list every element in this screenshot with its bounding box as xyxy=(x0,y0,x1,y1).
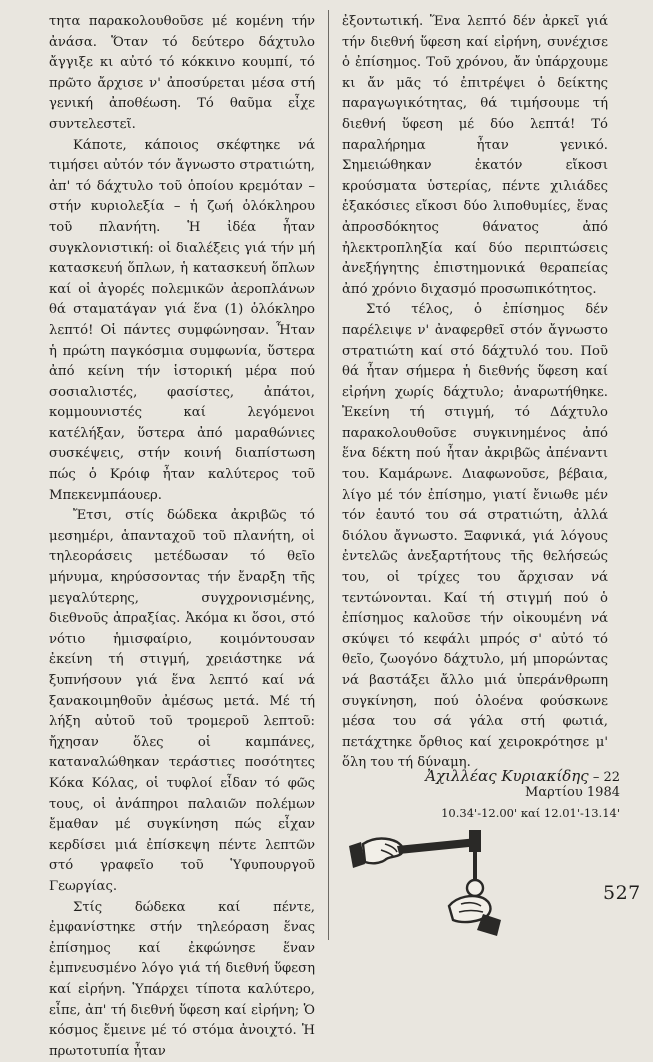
paragraph: Ἔτσι, στίς δώδεκα ἀκριβῶς τό μεσημέρι, ἁπανταχοῦ τοῦ πλανήτη, οἱ τηλεοράσεις μετέδωσαν τό θεῖο μήνυμα, κηρύσσοντας τήν ἔναρξη τῆς μεγαλύτερης, συγχρονισμένης, διεθνοῦς ἀπραξίας. Ἀκόμα κι ὅσοι, στό νότιο ἡμισφαίριο, κοιμόντουσαν ἐκείνη τή στιγμή, χρειάστηκε νά ξυπνήσουν γιά ἕνα λεπτό καί νά ξανακοιμηθοῦν ἀμέσως μετά. Μέ τή λήξη αὐτοῦ τοῦ τρομεροῦ λεπτοῦ: ἤχησαν ὅλες οἱ καμπάνες, καταναλώθηκαν τεράστιες ποσότητες Κόκα Κόλας, οἱ τυφλοί εἶδαν τό φῶς τους, οἱ ἀνάπηροι παλαιῶν πολέμων ἔμαθαν μέ συγκίνηση πώς εἶχαν κερδίσει μιά ἐπίσκεψη πέντε λεπτῶν στό γραφεῖο τοῦ Ὑφυπουργοῦ Γεωργίας. xyxy=(49,508,315,894)
page-number: 527 xyxy=(603,882,641,904)
hand-pull-lever-icon xyxy=(345,820,525,940)
signature-block xyxy=(372,767,620,820)
left-column xyxy=(49,12,315,1062)
right-column xyxy=(342,12,608,774)
signature-times: 10.34'-12.00' καί 12.01'-13.14' xyxy=(441,806,620,820)
paragraph: ἐξοντωτική. Ἕνα λεπτό δέν ἀρκεῖ γιά τήν διεθνή ὕφεση καί εἰρήνη, συνέχισε ὁ ἐπίσημος. Τοῦ χρόνου, ἄν ὑπάρχουμε κι ἄν μᾶς τό ἐπιτρέψει ὁ δείκτης παραγωγικότητας, θά τιμήσουμε τή διεθνή ὕφεση μέ δύο λεπτά! Τό παραλήρημα ἦταν γενικό. Σημειώθηκαν ἑκατόν εἴκοσι κρούσματα ὑστερίας, πέντε χιλιάδες ἑξακόσιες εἴκοσι δύο λιποθυμίες, ἕνας ἀπροσδόκητος θάνατος ἀπό ἠλεκτροπληξία καί δύο περιπτώσεις ἀνεξήγητης ἐπιστημονικά θεραπείας ἀπό χρόνιο διχασμό προσωπικότητος. xyxy=(342,14,608,297)
signature-date: – 22 Μαρτίου 1984 xyxy=(525,770,620,800)
paragraph: Στό τέλος, ὁ ἐπίσημος δέν παρέλειψε ν' ἀναφερθεῖ στόν ἄγνωστο στρατιώτη καί στό δάχτυλό του. Ποῦ θά ἦταν σήμερα ἡ διεθνής ὕφεση καί εἰρήνη χωρίς δάχτυλο; ἀναρωτήθηκε. Ἐκείνη τή στιγμή, τό Δάχτυλο παρακολουθοῦσε συγκινημένος ἀπό ἕνα δέκτη πού ἦταν ἀκριβῶς ἀπέναντι του. Καμάρωνε. Διαφωνοῦσε, βέβαια, λίγο μέ τόν ἐπίσημο, γιατί ἔνιωθε μέν τόν ἑαυτό του σά στρατιώτη, ἀλλά διόλου ἄγνωστο. Ξαφνικά, γιά λόγους ἐντελῶς ἀνεξαρτήτους τῆς θελήσεώς του, οἱ τρίχες του ἄρχισαν νά τεντώνονται. Καί τή στιγμή πού ὁ ἐπίσημος καλοῦσε τήν οἰκουμένη νά σκύψει τό κεφάλι μπρός σ' αὐτό τό θεῖο, ζωογόνο δάχτυλο, μή μπορώντας νά βαστάξει ἄλλο μιά ὑπεράνθρωπη συγκίνηση, πού ὁλοένα φούσκωνε μέσα του σά γάλα στή φωτιά, πετάχτηκε ὄρθιος καί χειροκρότησε μ' ὅλη του τή δύναμη. xyxy=(342,302,608,771)
paragraph: Στίς δώδεκα καί πέντε, ἐμφανίστηκε στήν τηλεόραση ἕνας ἐπίσημος καί ἐκφώνησε ἕναν ἐμπνευσμένο λόγο γιά τή διεθνή ὕφεση καί εἰρήνη. Ὑπάρχει τίποτα καλύτερο, εἶπε, ἀπ' τή διεθνή ὕφεση καί εἰρήνη; Ὁ κόσμος ἔμεινε μέ τό στόμα ἀνοιχτό. Ἡ πρωτοτυπία ἦταν xyxy=(49,899,315,1059)
paragraph: τητα παρακολουθοῦσε μέ κομένη τήν ἀνάσα. Ὅταν τό δεύτερο δάχτυλο ἄγγιξε κι αὐτό τό κόκκινο κουμπί, τό πρῶτο ἄρχισε ν' ἀποσύρεται μέσα στή γενική ἀποθέωση. Τό θαῦμα εἶχε συντελεστεῖ. xyxy=(49,14,315,132)
paragraph: Κάποτε, κάποιος σκέφτηκε νά τιμήσει αὐτόν τόν ἄγνωστο στρατιώτη, ἀπ' τό δάχτυλο τοῦ ὁποίου κρεμόταν – στήν κυριολεξία – ἡ ζωή ὁλόκληρου τοῦ πλανήτη. Ἡ ἰδέα ἦταν συγκλονιστική: οἱ διαλέξεις γιά τήν μή κατασκευή ὅπλων, ἡ κατασκευή ὅπλων καί οἱ ἀγορές πολεμικῶν ἀεροπλάνων θά σταματάγαν γιά ἕνα (1) ὁλόκληρο λεπτό! Οἱ πάντες συμφώνησαν. Ἦταν ἡ πρώτη παγκόσμια συμφωνία, ὕστερα ἀπό κείνη τήν ἱστορική μέρα πού σοσιαλιστές, φασίστες, ἀπάτοι, κομμουνιστές καί λεγόμενοι κατέλήξαν, ὕστερα ἀπό μαραθώνιες συσκέψεις, στήν κοινή διαπίστωση πώς ὁ Κρόιφ ἦταν καλύτερος τοῦ Μπεκενμπάουερ. xyxy=(49,137,315,503)
column-divider xyxy=(328,10,329,940)
author-name: Ἀχιλλέας Κυριακίδης xyxy=(425,767,589,785)
